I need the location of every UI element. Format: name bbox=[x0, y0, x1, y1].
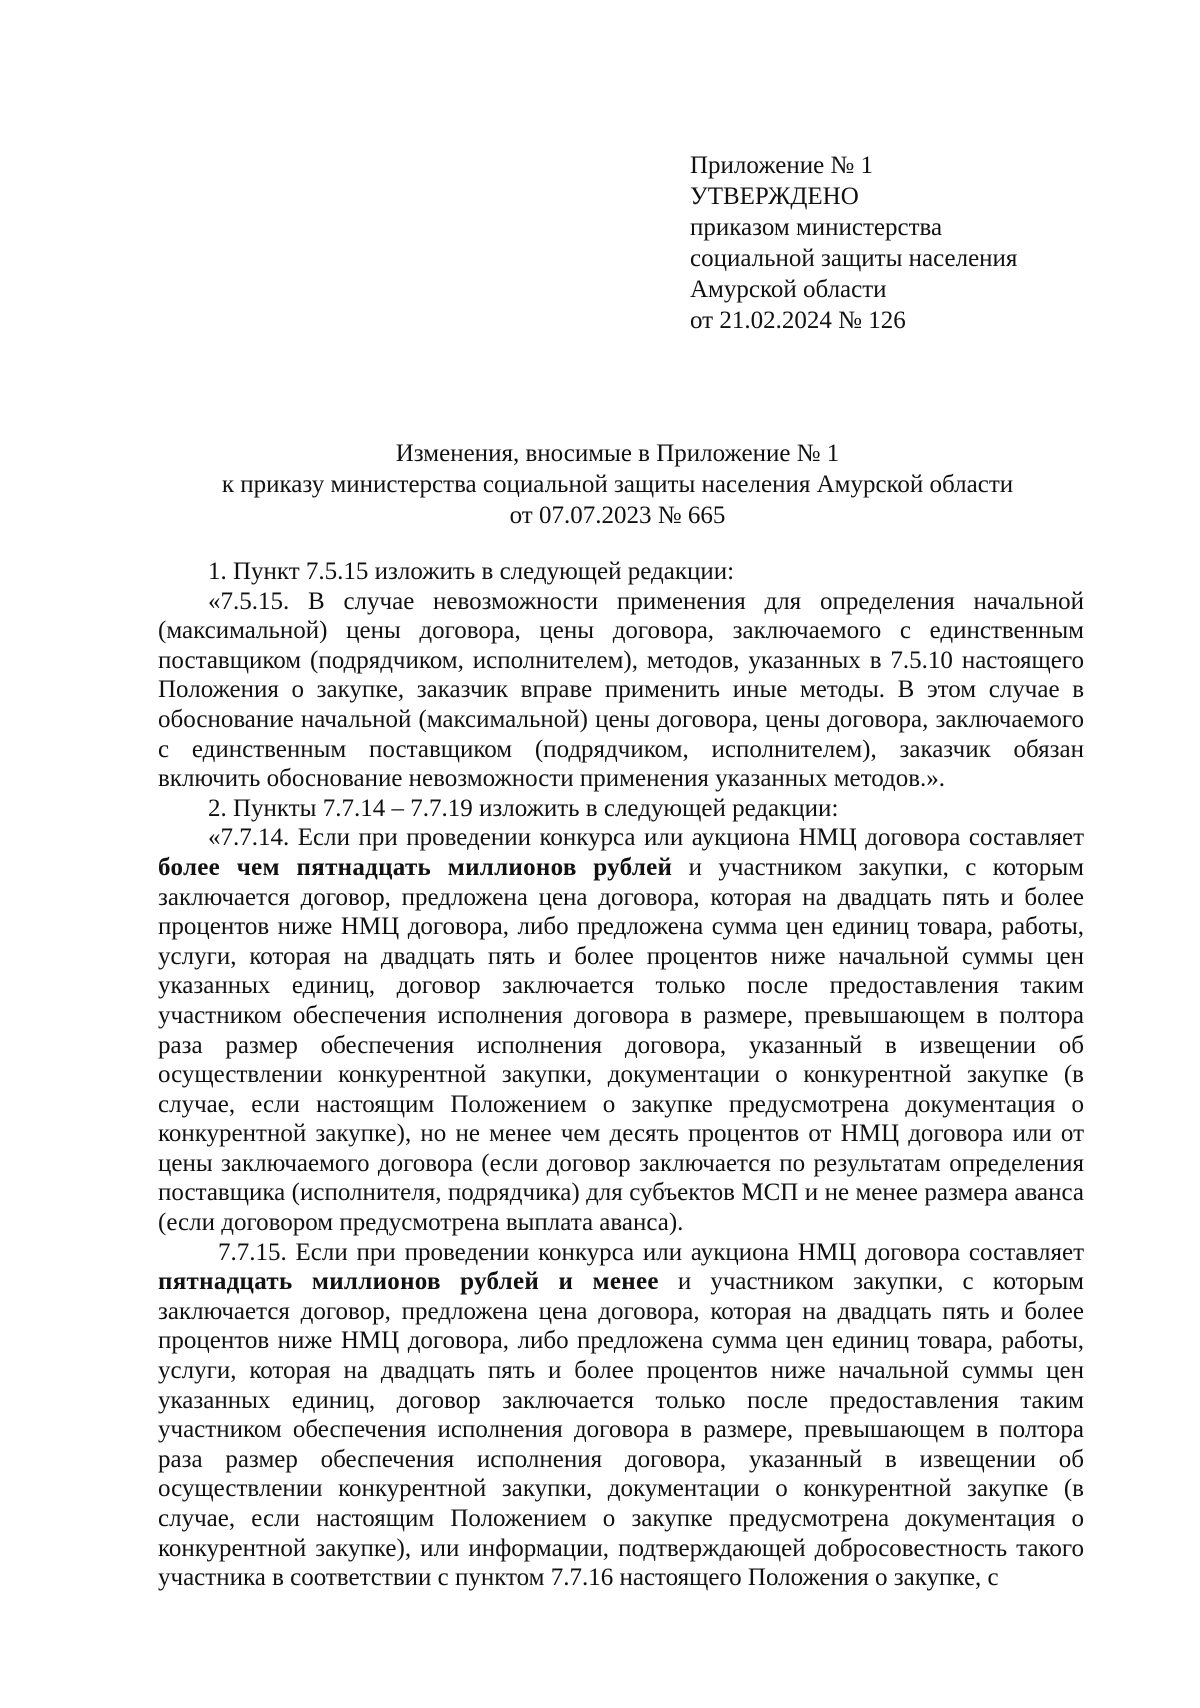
document-title bbox=[150, 438, 1085, 531]
approval-stamp-block bbox=[690, 150, 1017, 336]
paragraph-7-7-14-start: «7.7.14. Если при проведении конкурса или аукциона НМЦ договора составляет bbox=[208, 824, 1084, 852]
paragraph-7-7-14-bold: более чем пятнадцать миллионов рублей bbox=[158, 853, 673, 881]
title-line-2: к приказу министерства социальной защиты населения Амурской области bbox=[221, 471, 1014, 498]
approved-by-region: Амурской области bbox=[690, 276, 887, 303]
paragraph-7-5-15: «7.5.15. В случае невозможности применения для определения начальной (максимальной) цены договора, цены договора, заключаемого с единственным поставщиком (подрядчиком, исполнителем), методов, указанных в 7.5.10 настоящего Положения о закупке, заказчик вправе применить иные методы. В этом случае в обоснование начальной (максимальной) цены договора, цены договора, заключаемого с единственным поставщиком (подрядчиком, исполнителем), заказчик обязан включить обоснование невозможности применения указанных методов.». bbox=[158, 587, 1084, 793]
approved-by-ministry: социальной защиты населения bbox=[690, 245, 1018, 272]
paragraph-7-7-14 bbox=[158, 823, 1084, 1237]
approved-label: УТВЕРЖДЕНО bbox=[690, 183, 859, 210]
paragraph-7-7-15-bold: пятнадцать миллионов рублей и менее bbox=[158, 1268, 659, 1296]
paragraph-item-2: 2. Пункты 7.7.14 – 7.7.19 изложить в следующей редакции: bbox=[208, 794, 839, 822]
appendix-label: Приложение № 1 bbox=[690, 152, 874, 179]
paragraph-7-7-15-end: и участником закупки, с которым заключается договор, предложена цена договора, которая на двадцать пять и более процентов ниже НМЦ договора, либо предложена сумма цен единиц товара, работы, услуги, которая на двадцать пять и более процентов ниже начальной суммы цен указанных единиц, договор заключается только после предоставления таким участником обеспечения исполнения договора в размере, превышающем в полтора раза размер обеспечения исполнения договора, указанный в извещении об осуществлении конкурентной закупки, документации о конкурентной закупке (в случае, если настоящим Положением о закупке предусмотрена документация о конкурентной закупке), или информации, подтверждающей добросовестность такого участника в соответствии с пунктом 7.7.16 настоящего Положения о закупке, с bbox=[158, 1268, 1084, 1592]
title-line-3: от 07.07.2023 № 665 bbox=[509, 502, 726, 529]
paragraph-7-7-15-start: 7.7.15. Если при проведении конкурса или аукциона НМЦ договора составляет bbox=[218, 1238, 1084, 1266]
document-body bbox=[158, 557, 1084, 1593]
title-line-1: Изменения, вносимые в Приложение № 1 bbox=[395, 440, 840, 467]
paragraph-item-1: 1. Пункт 7.5.15 изложить в следующей редакции: bbox=[208, 558, 735, 585]
approved-order-date-number: от 21.02.2024 № 126 bbox=[690, 307, 906, 334]
approved-by-order: приказом министерства bbox=[690, 214, 943, 241]
paragraph-7-7-15 bbox=[158, 1238, 1084, 1593]
paragraph-7-7-14-end: и участником закупки, с которым заключается договор, предложена цена договора, которая на двадцать пять и более процентов ниже НМЦ договора, либо предложена сумма цен единиц товара, работы, услуги, которая на двадцать пять и более процентов ниже начальной суммы цен указанных единиц, договор заключается только после предоставления таким участником обеспечения исполнения договора в размере, превышающем в полтора раза размер обеспечения исполнения договора, указанный в извещении об осуществлении конкурентной закупки, документации о конкурентной закупке (в случае, если настоящим Положением о закупке предусмотрена документация о конкурентной закупке), но не менее чем десять процентов от НМЦ договора или от цены заключаемого договора (если договор заключается по результатам определения поставщика (исполнителя, подрядчика) для субъектов МСП и не менее размера аванса (если договором предусмотрена выплата аванса). bbox=[158, 853, 1084, 1237]
